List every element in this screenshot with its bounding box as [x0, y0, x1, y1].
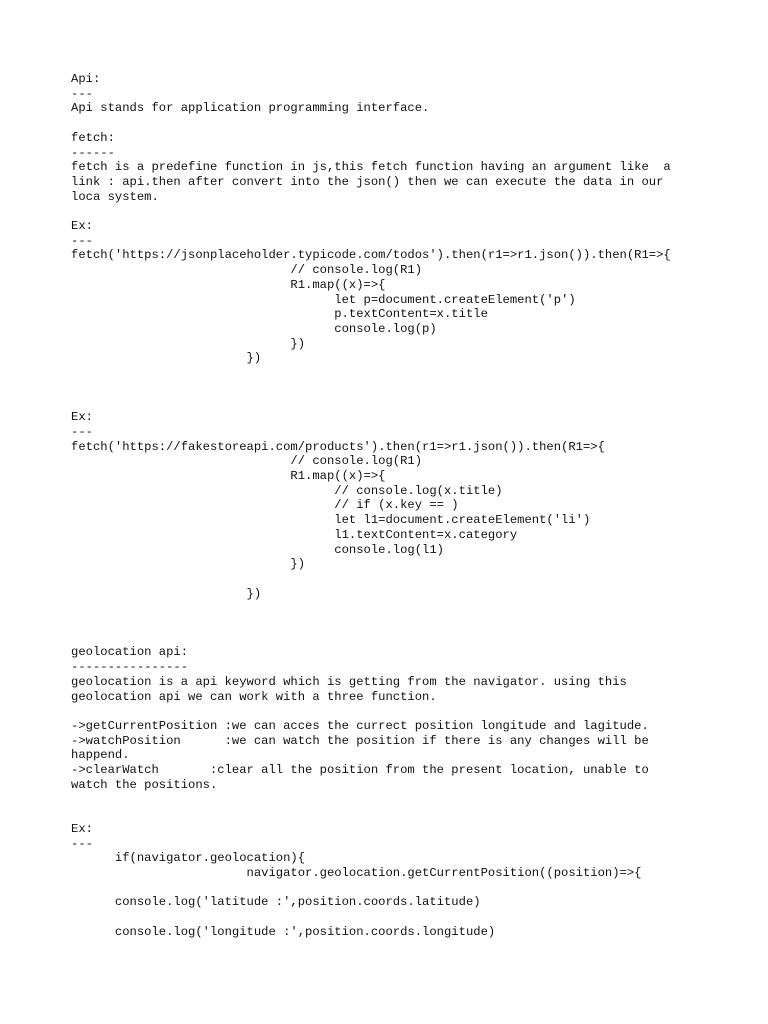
document-page — [71, 72, 711, 939]
document-text: Api: --- Api stands for application programming interface. fetch: ------ fetch is a predefine function in js,this fetch function having an argument like a link : api.then after convert into the json() then we can execute the data in our loca system. Ex: --- fetch('https://jsonplaceholder.typicode.com/todos').then(r1=>r1.json()).then(R1=>{ // console.log(R1) R1.map((x)=>{ let p=document.createElement('p') p.textContent=x.title console.log(p) }) }) Ex: --- fetch('https://fakestoreapi.com/products').then(r1=>r1.json()).then(R1=>{ // console.log(R1) R1.map((x)=>{ // console.log(x.title) // if (x.key == ) let l1=document.createElement('li') l1.textContent=x.category console.log(l1) }) }) geolocation api: ---------------- geolocation is a api keyword which is getting from the navigator. using this geolocation api we can work with a three function. ->getCurrentPosition :we can acces the currect position longitude and lagitude. ->watchPosition :we can watch the position if there is any changes will be happend. ->clearWatch :clear all the position from the present location, unable to watch the positions. Ex: --- if(navigator.geolocation){ navigator.geolocation.getCurrentPosition((position)=>{ console.log('latitude :',position.coords.latitude) console.log('longitude :',position.coords.longitude) — [71, 72, 671, 939]
